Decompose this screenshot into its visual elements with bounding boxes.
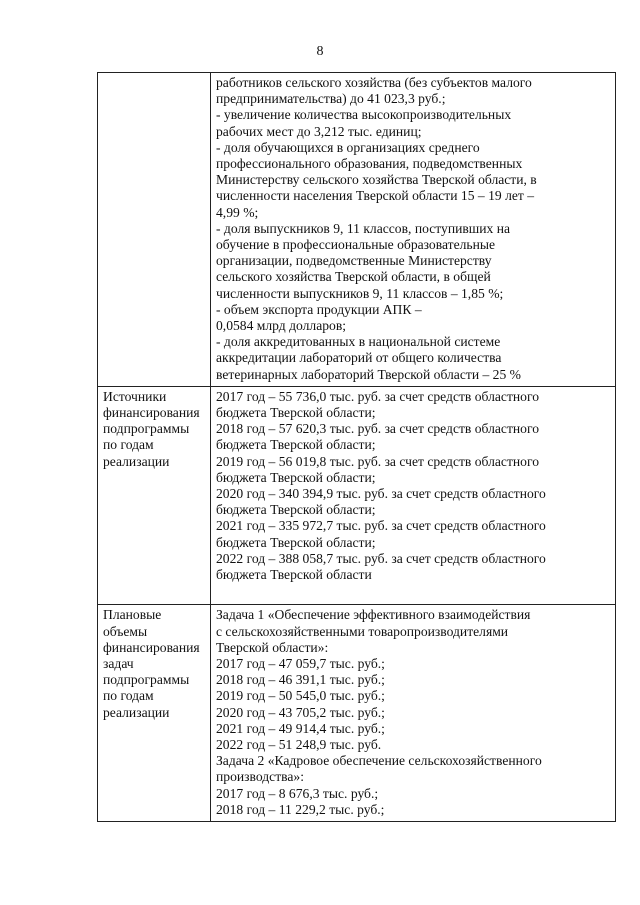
text-line: 2018 год – 57 620,3 тыс. руб. за счет средств областного [216, 421, 540, 437]
row-content-cell [211, 386, 616, 604]
row-label-cell [98, 73, 211, 387]
row-content-cell [211, 605, 616, 822]
text-line: 2020 год – 340 394,9 тыс. руб. за счет средств областного [216, 486, 546, 502]
text-line: организации, подведомственные Министерству [216, 253, 492, 269]
text-line: рабочих мест до 3,212 тыс. единиц; [216, 123, 422, 139]
text-line: с сельскохозяйственными товаропроизводителями [216, 623, 509, 639]
text-line: бюджета Тверской области; [216, 437, 376, 453]
text-line: 2022 год – 51 248,9 тыс. руб. [216, 736, 382, 752]
text-line: реализации [103, 704, 170, 720]
text-line: 2021 год – 335 972,7 тыс. руб. за счет средств областного [216, 518, 546, 534]
text-line: финансирования [103, 639, 200, 655]
text-line: 0,0584 млрд долларов; [216, 318, 347, 334]
text-line: 2019 год – 56 019,8 тыс. руб. за счет средств областного [216, 453, 540, 469]
text-line: бюджета Тверской области; [216, 405, 376, 421]
text-line: 2017 год – 55 736,0 тыс. руб. за счет средств областного [216, 388, 540, 404]
text-line: аккредитации лабораторий от общего количества [216, 350, 502, 366]
text-line: 2017 год – 47 059,7 тыс. руб.; [216, 655, 385, 671]
text-line: 2019 год – 50 545,0 тыс. руб.; [216, 688, 385, 704]
text-line: 2022 год – 388 058,7 тыс. руб. за счет средств областного [216, 550, 546, 566]
text-line: 2017 год – 8 676,3 тыс. руб.; [216, 785, 379, 801]
row-label-cell [98, 605, 211, 822]
page-number: 8 [316, 44, 324, 59]
table-row [98, 605, 616, 822]
text-line: подпрограммы [103, 421, 190, 437]
text-line: Министерству сельского хозяйства Тверской области, в [216, 172, 537, 188]
text-line: численности населения Тверской области 15 – 19 лет – [216, 188, 535, 204]
text-line: профессионального образования, подведомственных [216, 156, 523, 172]
text-line: объемы [103, 623, 148, 639]
text-line: бюджета Тверской области; [216, 502, 376, 518]
text-line: Плановые [103, 607, 162, 623]
text-line: обучение в профессиональные образовательные [216, 237, 496, 253]
text-line: 2020 год – 43 705,2 тыс. руб.; [216, 704, 385, 720]
text-line: - объем экспорта продукции АПК – [216, 301, 422, 317]
text-line: бюджета Тверской области; [216, 469, 376, 485]
text-line: финансирования [103, 405, 200, 421]
text-line: предпринимательства) до 41 023,3 руб.; [216, 91, 446, 107]
text-line: 2018 год – 11 229,2 тыс. руб.; [216, 801, 385, 817]
text-line: Источники [103, 388, 167, 404]
text-line: по годам [103, 688, 154, 704]
row-label-cell [98, 386, 211, 604]
text-line: Тверской области»: [216, 639, 329, 655]
text-line: бюджета Тверской области; [216, 534, 376, 550]
row-content-cell [211, 73, 616, 387]
text-line: Задача 2 «Кадровое обеспечение сельскохозяйственного [216, 753, 542, 769]
table-row [98, 386, 616, 604]
text-line: - доля выпускников 9, 11 классов, поступивших на [216, 220, 511, 236]
text-line: бюджета Тверской области [216, 567, 372, 583]
text-line: - доля аккредитованных в национальной системе [216, 334, 501, 350]
text-line: 2021 год – 49 914,4 тыс. руб.; [216, 720, 385, 736]
text-line: по годам [103, 437, 154, 453]
text-line: - доля обучающихся в организациях среднего [216, 139, 480, 155]
text-line: подпрограммы [103, 672, 190, 688]
text-line: - увеличение количества высокопроизводительных [216, 107, 512, 123]
text-line: задач [103, 655, 134, 671]
text-line: численности выпускников 9, 11 классов – 1,85 %; [216, 285, 504, 301]
text-line: сельского хозяйства Тверской области, в общей [216, 269, 491, 285]
text-line: 4,99 %; [216, 204, 259, 220]
text-line: производства»: [216, 769, 304, 785]
text-line: 2018 год – 46 391,1 тыс. руб.; [216, 672, 385, 688]
passport-table [97, 72, 616, 822]
text-line: Задача 1 «Обеспечение эффективного взаимодействия [216, 607, 531, 623]
text-line: работников сельского хозяйства (без субъектов малого [216, 75, 532, 90]
text-line: ветеринарных лабораторий Тверской области – 25 % [216, 366, 522, 382]
table-row [98, 73, 616, 387]
text-line: реализации [103, 453, 170, 469]
